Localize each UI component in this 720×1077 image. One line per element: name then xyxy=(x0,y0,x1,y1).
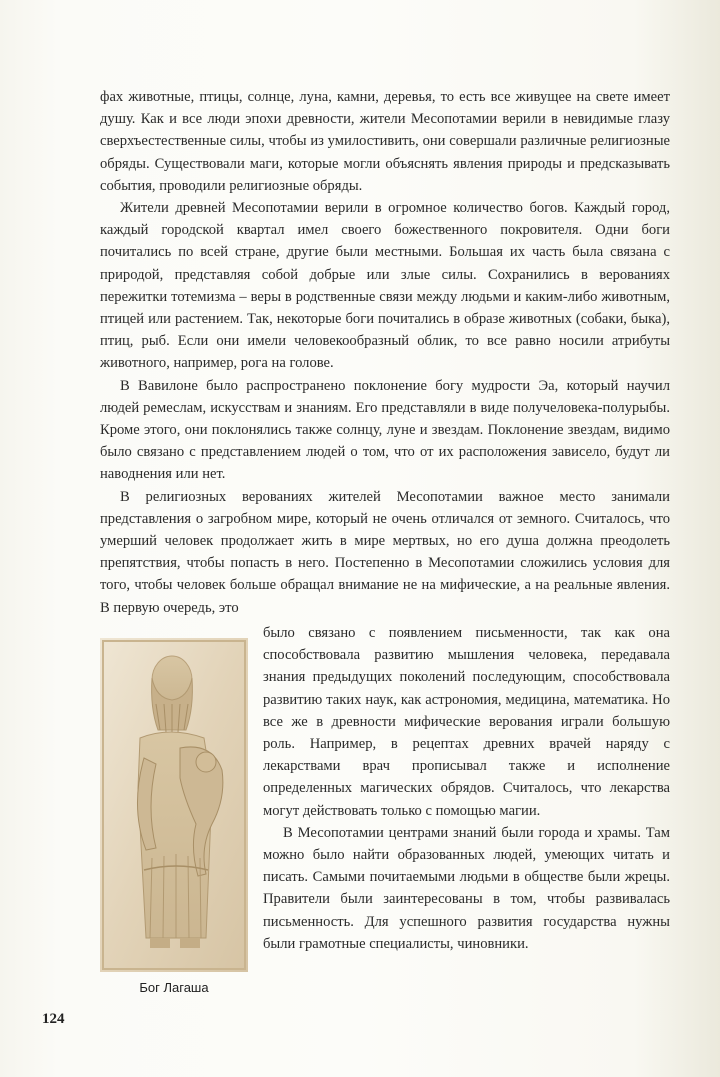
paragraph-6: В Месопотамии центрами знаний были города и храмы. Там можно было найти образованных людей, умеющих читать и писать. Самыми почитаемыми людьми в обществе были жрецы. Правители были заинтересованы в том, чтобы развивалась письменность. Для успешного развития государства нужны были грамотные специалисты, чиновники. xyxy=(263,824,670,952)
main-text xyxy=(100,86,670,619)
wrapped-text xyxy=(263,622,670,955)
stone-relief-illustration xyxy=(100,638,248,972)
paragraph-5: было связано с появлением письменности, так как она способствовала развитию мышления человека, передавала знания предыдущих поколений последующим, способствовала развитию таких наук, как астрономия, медицина, математика. Но все же в древности мифические верования играли большую роль. Например, в рецептах древних врачей наряду с лекарствами врач прописывал также и исполнение определенных магических обрядов. Считалось, что лекарства могут действовать только с помощью магии. xyxy=(263,625,670,819)
page-number: 124 xyxy=(42,1011,65,1027)
figure-caption: Бог Лагаша xyxy=(139,980,209,995)
paragraph-3: В Вавилоне было распространено поклонение богу мудрости Эа, который научил людей ремеслам, искусствам и знаниям. Его представляли в виде получеловека-полурыбы. Кроме этого, они поклонялись также солнцу, луне и звездам. Поклонение звездам, видимо было связано с представлением людей о том, что от их расположения зависело, будут ли наводнения или нет. xyxy=(100,377,670,483)
paragraph-4: В религиозных верованиях жителей Месопотамии важное место занимали представления о загробном мире, который не очень отличался от земного. Считалось, что умерший человек продолжает жить в мире мертвых, но его душа должна преодолеть препятствия, чтобы попасть в него. Постепенно в Месопотамии сложились условия для того, чтобы человек больше обращал внимание не на мифические, а на реальные явления. В первую очередь, это xyxy=(100,488,670,616)
paragraph-1: фах животные, птицы, солнце, луна, камни, деревья, то есть все живущее на свете имеет душу. Как и все люди эпохи древности, жители Месопотамии верили в невидимые глазу сверхъестественные силы, чтобы из умилостивить, они совершали различные религиозные обряды. Существовали маги, которые могли объяснять явления природы и предсказывать события, проводили религиозные обряды. xyxy=(100,89,670,194)
paragraph-2: Жители древней Месопотамии верили в огромное количество богов. Каждый город, каждый городской квартал имел своего божественного покровителя. Одни боги почитались по всей стране, другие были местными. Большая их часть была связана с природой, представляя собой добрые или злые силы. Сохранились в верованиях пережитки тотемизма – веры в родственные связи между людьми и каким-либо животным, птицей или растением. Так, некоторые боги почитались в образе животных (собаки, быка), птиц, рыб. Если они имели человекообразный облик, то все равно носили атрибуты животного, например, рога на голове. xyxy=(100,200,670,372)
lagash-god-relief-image xyxy=(100,638,248,972)
